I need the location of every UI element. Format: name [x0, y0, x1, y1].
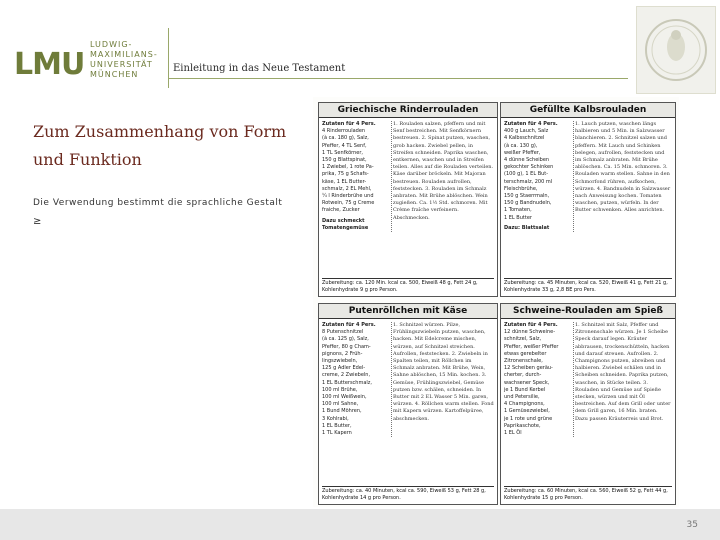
ingredient-line: 1 TL Kapern	[322, 430, 352, 437]
ingredient-line: 150 g Bandnudeln,	[504, 200, 552, 207]
recipe-scan	[313, 97, 679, 507]
recipe-card	[318, 102, 498, 297]
ingredient-line: 100 ml Brühe,	[322, 386, 358, 393]
lmu-subtitle-line: UNIVERSITÄT	[90, 60, 153, 69]
recipe-card	[318, 303, 498, 505]
recipe-title: Putenröllchen mit Käse	[319, 304, 497, 319]
ingredient-line: 1 Tomaten,	[504, 207, 532, 214]
ingredient-line: Zutaten für 4 Pers.	[504, 121, 558, 127]
ingredient-line: 12 Scheiben geräu-	[504, 365, 553, 372]
ingredient-line: 1 TL Senfkörner,	[322, 149, 364, 156]
recipe-title: Gefüllte Kalbsrouladen	[501, 103, 675, 118]
recipe-ingredients	[504, 121, 574, 232]
recipe-footer: Zubereitung: ca. 45 Minuten, kcal ca. 520, Eiweiß 41 g, Fett 21 g, Kohlenhydrate 33 g, 2,8 BE pro Pers.	[504, 278, 672, 294]
ingredient-line: 1 Bund Möhren,	[322, 408, 362, 415]
ingredient-line: Zitronenschale,	[504, 358, 543, 365]
recipe-ingredients	[322, 121, 392, 232]
ingredient-line: (à ca. 180 g), Salz,	[322, 135, 369, 142]
ingredient-line: Pfeffer, weißer Pfeffer	[504, 343, 559, 350]
ingredient-line: 4 Kalbsschnitzel	[504, 135, 545, 142]
ingredient-line: Zutaten für 4 Pers.	[322, 322, 376, 328]
ingredient-line: terschmalz, 200 ml	[504, 178, 553, 185]
lmu-subtitle-line: MAXIMILIANS-	[90, 50, 158, 59]
ingredient-line: pignons, 2 Früh-	[322, 350, 363, 357]
ingredient-line: cherter, durch-	[504, 372, 542, 379]
ingredient-line: Dazu: Blattsalat	[504, 224, 550, 231]
ingredient-line: weißer Pfeffer,	[504, 149, 541, 156]
ingredient-line: Pfeffer, 80 g Cham-	[322, 343, 371, 350]
recipe-steps: 1. Schnitzel würzen. Pilze, Frühlingszwiebeln putzen, waschen, hacken. Mit Edelcreme mischen, würzen, auf Schnitzel streichen. Aufrollen, feststecken. 2. Zwiebeln in Spalten teilen, mit Röllchen im Schmalz anbraten. Mit Brühe, Wein, Sahne ablöschen, 15 Min. kochen. 3. Gemüse, Frühlingszwiebel, Gemüse putzen bzw. schälen, schneiden. In Butter mit 2 EL Wasser 5 Min. garen, würzen. 4. Röllchen warm stellen. Fond mit Kapern würzen. Kartoffelpüree, abschmecken.	[393, 322, 494, 422]
arrow-symbol: ≥	[33, 216, 42, 227]
ingredient-line: 1 EL Öl	[504, 430, 522, 437]
ingredient-line: Paprikaschote,	[504, 422, 541, 429]
ingredient-line: lingszwiebeln,	[322, 358, 358, 365]
ingredient-line: 400 g Lauch, Salz	[504, 128, 549, 135]
ingredient-line: je 1 rote und grüne	[504, 415, 553, 422]
lmu-subtitle	[90, 40, 158, 80]
header	[0, 0, 720, 92]
ingredient-line: etwas gerebelter	[504, 350, 547, 357]
ingredient-line: ¼ l Rinderbrühe und	[322, 193, 374, 200]
ingredient-line: gekochter Schinken	[504, 164, 554, 171]
lmu-logo: LMU	[14, 47, 85, 82]
ingredient-line: wachsener Speck,	[504, 379, 550, 386]
ingredient-line: je 1 Bund Kerbel	[504, 386, 546, 393]
recipe-steps: 1. Rouladen salzen, pfeffern und mit Senf bestreichen. Mit Senfkörnern bestreuen. 2. Spinat putzen, waschen, grob hacken. Zwiebel pellen, in Streifen schneiden. Paprika waschen, entkernen, waschen und in Streifen teilen. Alles auf die Rouladen verteilen. Käse darüber bröckeln. Mit Majoran bestreuen. Rouladen aufrollen, feststecken. 3. Rouladen im Schmalz anbraten. Mit Brühe ablöschen. Wein zugießen. Ca. 1½ Std. schmoren. Mit Crème fraîche verfeinern. Abschmecken.	[393, 121, 494, 221]
ingredient-line: 1 Zwiebel, 1 rote Pa-	[322, 164, 374, 171]
ingredient-line: 1 EL Butterschmalz,	[322, 379, 373, 386]
university-seal-icon	[636, 6, 716, 94]
ingredient-line: Pfeffer, 4 TL Senf,	[322, 142, 367, 149]
ingredient-line: 1 Gemüsezwiebel,	[504, 408, 550, 415]
ingredient-line: 8 Putenschnitzel	[322, 329, 364, 336]
ingredient-line: käse, 1 EL Butter-	[322, 178, 367, 185]
ingredient-line: 100 ml Sahne,	[322, 401, 359, 408]
recipe-card	[500, 303, 676, 505]
recipe-steps: 1. Lauch putzen, waschen längs halbieren und 5 Min. in Salzwasser blanchieren. 2. Schnitzel salzen und pfeffern. Mit Lauch und Schinken belegen, aufrollen, feststecken und im Schmalz anbraten. Mit Brühe ablöschen. Ca. 15 Min. schmoren. 3. Rouladen warm stellen. Sahne in den Schmorfond rühren, aufkochen, würzen. 4. Bandnudeln in Salzwasser nach Anweisung kochen. Tomaten waschen, putzen, würfeln. In der Butter schwenken. Alles anrichten.	[575, 121, 671, 214]
slide-heading: Zum Zusammenhang von Form und Funktion	[33, 122, 287, 169]
ingredient-line: 12 dünne Schweine-	[504, 329, 555, 336]
ingredient-line: prika, 75 g Schafs-	[322, 171, 369, 178]
ingredient-line: Dazu schmeckt	[322, 217, 365, 224]
lmu-subtitle-line: LUDWIG-	[90, 40, 133, 49]
footer-band	[0, 509, 720, 540]
ingredient-line: (100 g), 1 EL But-	[504, 171, 549, 178]
recipe-ingredients	[322, 322, 392, 437]
ingredient-line: (à ca. 125 g), Salz,	[322, 336, 369, 343]
ingredient-line: schnitzel, Salz,	[504, 336, 542, 343]
page-number: 35	[686, 520, 698, 530]
ingredient-line: 150 g Blattspinat,	[322, 157, 367, 164]
recipe-footer: Zubereitung: ca. 120 Min. kcal ca. 500, Eiweiß 48 g, Fett 24 g, Kohlenhydrate 9 g pro Person.	[322, 278, 494, 294]
ingredient-line: creme, 2 Zwiebeln,	[322, 372, 371, 379]
ingredient-line: Zutaten für 4 Pers.	[504, 322, 558, 328]
ingredient-line: Fleischbrühe,	[504, 185, 538, 192]
recipe-title: Griechische Rinderrouladen	[319, 103, 497, 118]
ingredient-line: 4 Rinderrouladen	[322, 128, 366, 135]
ingredient-line: 125 g Adler Edel-	[322, 365, 366, 372]
ingredient-line: Zutaten für 4 Pers.	[322, 121, 376, 127]
header-title: Einleitung in das Neue Testament	[173, 63, 346, 74]
ingredient-line: (à ca. 130 g),	[504, 142, 538, 149]
lmu-subtitle-line: MÜNCHEN	[90, 70, 139, 79]
ingredient-line: 1 EL Butter	[504, 214, 532, 221]
ingredient-line: 4 dünne Scheiben	[504, 157, 550, 164]
ingredient-line: 4 Champignons,	[504, 401, 545, 408]
ingredient-line: fraiche, Zucker	[322, 207, 360, 214]
ingredient-line: 150 g Staerrmaln,	[504, 193, 550, 200]
ingredient-line: und Petersilie,	[504, 394, 540, 401]
recipe-card	[500, 102, 676, 297]
ingredient-line: 3 Kohlrabi,	[322, 415, 349, 422]
recipe-footer: Zubereitung: ca. 40 Minuten, kcal ca. 590, Eiweiß 53 g, Fett 28 g, Kohlenhydrate 14 g pro Person.	[322, 486, 494, 502]
header-divider	[168, 78, 628, 79]
recipe-steps: 1. Schnitzel mit Salz, Pfeffer und Zitronenschale würzen. Je 1 Scheibe Speck darauf legen. Kräuter abbrausen, trockenschütteln, hacken und darauf streuen. Aufrollen. 2. Champignons putzen, abreiben und halbieren. Zwiebel schälen und in Scheiben schneiden. Paprika putzen, waschen, in Stücke teilen. 3. Rouladen und Gemüse auf Spieße stecken, würzen und mit Öl bestreichen. Auf dem Grill oder unter dem Grill garen, 16 Min. braten. Dazu passen Kräuterreis und Brot.	[575, 322, 671, 422]
recipe-title: Schweine-Rouladen am Spieß	[501, 304, 675, 319]
ingredient-line: Tomatengemüse	[322, 224, 369, 231]
recipe-ingredients	[504, 322, 574, 437]
slide-subtext: Die Verwendung bestimmt die sprachliche Gestalt	[33, 198, 283, 208]
recipe-footer: Zubereitung: ca. 60 Minuten, kcal ca. 560, Eiweiß 52 g, Fett 44 g, Kohlenhydrate 15 g pro Person.	[504, 486, 672, 502]
ingredient-line: 100 ml Weißwein,	[322, 394, 367, 401]
ingredient-line: schmalz, 2 EL Mehl,	[322, 185, 372, 192]
ingredient-line: Rotwein, 75 g Creme	[322, 200, 375, 207]
ingredient-line: 1 EL Butter,	[322, 422, 352, 429]
